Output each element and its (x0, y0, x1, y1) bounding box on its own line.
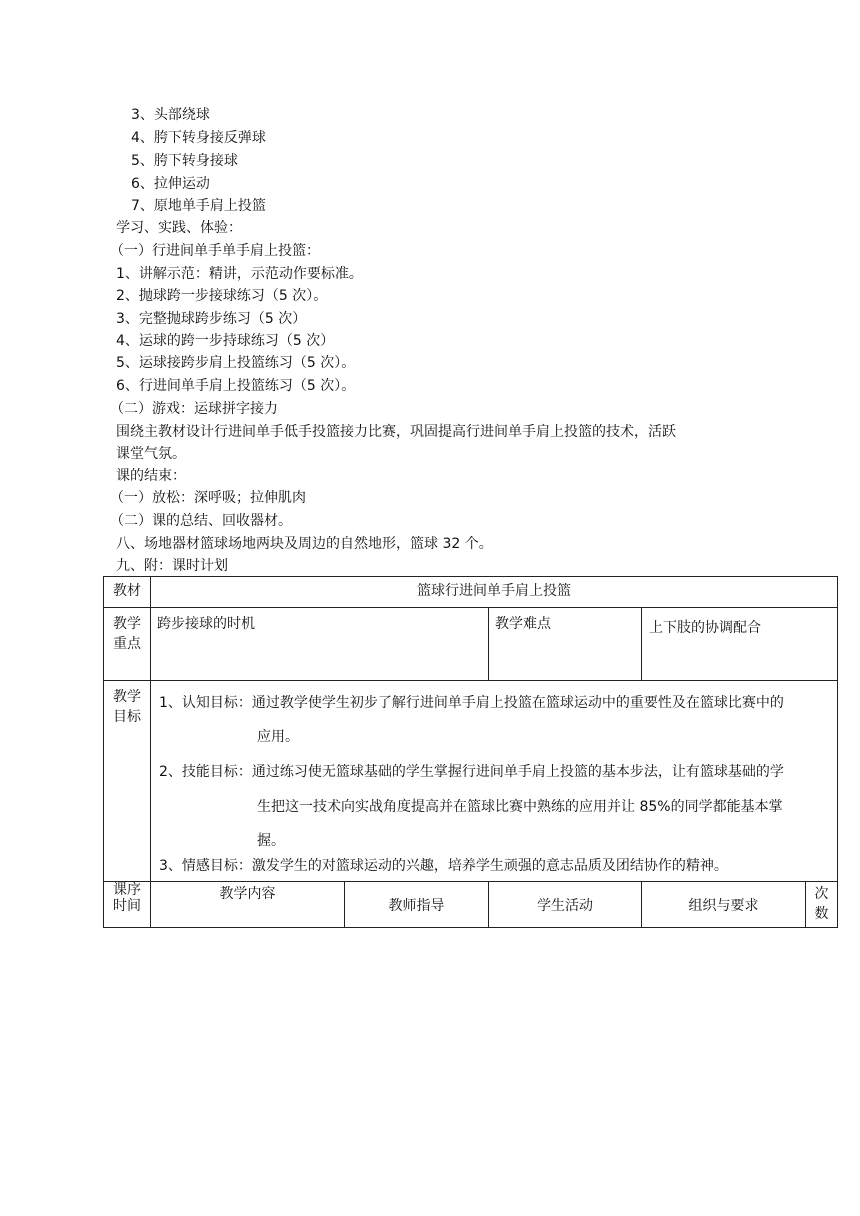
student-activity-header: 学生活动 (489, 882, 642, 928)
period-time-header-line: 时间 (113, 898, 141, 914)
count-header-line: 数 (814, 906, 829, 922)
teacher-guidance-header: 教师指导 (345, 882, 489, 928)
table-row (104, 681, 838, 882)
objectives-label-line: 目标 (113, 709, 141, 725)
text-line: （二）课的总结、回收器材。 (110, 513, 292, 529)
text-line: （一）放松：深呼吸；拉伸肌肉 (110, 490, 306, 506)
text-line: 6、拉伸运动 (131, 176, 210, 192)
content-header: 教学内容 (151, 882, 345, 928)
goal-cognitive: 1、认知目标：通过教学使学生初步了解行进间单手肩上投篮在篮球运动中的重要性及在篮球比赛中的 (159, 695, 784, 711)
goal-skill-cont: 生把这一技术向实战角度提高并在篮球比赛中熟练的应用并让 85%的同学都能基本掌 (257, 799, 783, 815)
text-line: 九、附：课时计划 (116, 558, 228, 574)
table-row (104, 882, 838, 928)
text-line: 3、完整抛球跨步练习（5 次） (116, 311, 307, 327)
difficulty-value: 上下肢的协调配合 (642, 608, 838, 681)
objectives-label (104, 681, 151, 882)
text-line: 学习、实践、体验： (116, 220, 242, 236)
text-line: 课的结束： (116, 468, 186, 484)
material-label: 教材 (104, 577, 151, 608)
table-row (104, 608, 838, 681)
difficulty-label: 教学难点 (489, 608, 642, 681)
key-point-label-line: 教学 (113, 616, 141, 632)
count-header (806, 882, 838, 928)
text-line: 4、胯下转身接反弹球 (131, 130, 266, 146)
table-row (104, 577, 838, 608)
text-line: 3、头部绕球 (131, 107, 210, 123)
text-line: 课堂气氛。 (116, 446, 186, 462)
goal-affective: 3、情感目标：激发学生的对篮球运动的兴趣，培养学生顽强的意志品质及团结协作的精神。 (159, 858, 728, 874)
text-line: 6、行进间单手肩上投篮练习（5 次）。 (116, 378, 356, 394)
text-line: 4、运球的跨一步持球练习（5 次） (116, 333, 335, 349)
text-line: 1、讲解示范：精讲，示范动作要标准。 (116, 266, 363, 282)
count-header-line: 次 (814, 886, 829, 902)
key-point-label-line: 重点 (113, 636, 141, 652)
text-line: （一）行进间单手单手肩上投篮： (110, 243, 320, 259)
period-time-header-line: 课序 (113, 882, 141, 898)
text-line: 八、场地器材篮球场地两块及周边的自然地形，篮球 32 个。 (116, 536, 493, 552)
goal-cognitive-cont: 应用。 (257, 729, 299, 745)
text-line: 5、运球接跨步肩上投篮练习（5 次）。 (116, 355, 356, 371)
key-point-value: 跨步接球的时机 (151, 608, 489, 681)
key-point-label (104, 608, 151, 681)
text-line: 围绕主教材设计行进间单手低手投篮接力比赛，巩固提高行进间单手肩上投篮的技术，活跃 (116, 424, 676, 440)
objectives-label-line: 教学 (113, 689, 141, 705)
text-line: （二）游戏：运球拼字接力 (110, 401, 278, 417)
text-line: 2、抛球跨一步接球练习（5 次）。 (116, 288, 328, 304)
organization-header: 组织与要求 (642, 882, 806, 928)
text-line: 5、胯下转身接球 (131, 153, 238, 169)
goal-skill: 2、技能目标：通过练习使无篮球基础的学生掌握行进间单手肩上投篮的基本步法，让有篮球基础的学 (159, 764, 784, 780)
text-line: 7、原地单手肩上投篮 (131, 198, 266, 214)
lesson-plan-table (103, 576, 838, 928)
material-value: 篮球行进间单手肩上投篮 (151, 577, 838, 608)
objectives-cell (151, 681, 838, 882)
period-time-header (104, 882, 151, 928)
goal-skill-cont: 握。 (257, 833, 285, 849)
